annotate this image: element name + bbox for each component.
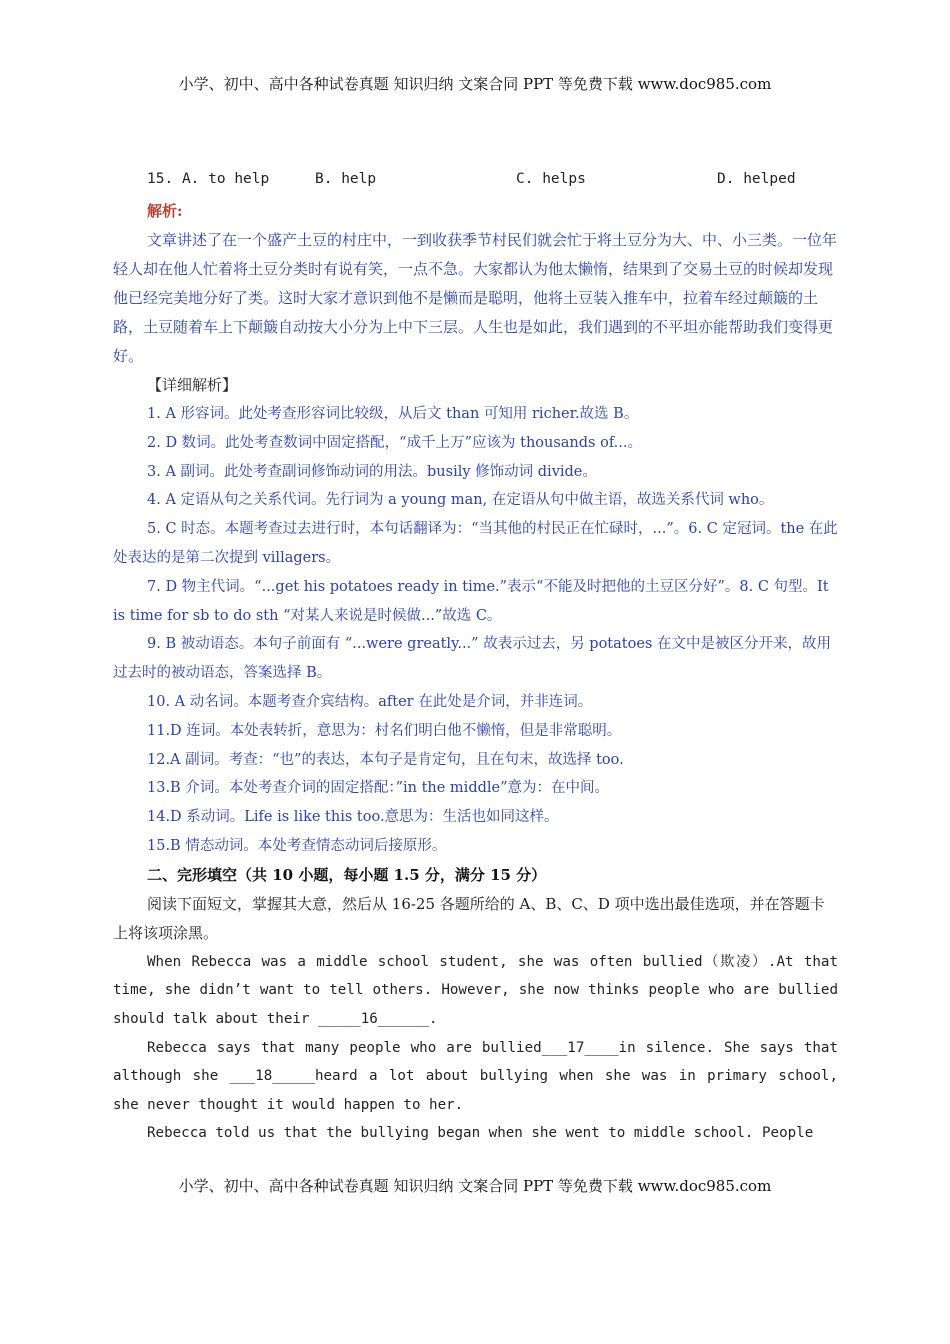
answer-item: 12.A 副词。考查：“也”的表达，本句子是肯定句，且在句末，故选择 too. (147, 751, 624, 768)
answer-item: 3. A 副词。此处考查副词修饰动词的用法。busily 修饰动词 divide。 (147, 463, 597, 480)
page-header: 小学、初中、高中各种试卷真题 知识归纳 文案合同 PPT 等免费下载 www.doc985.com (178, 75, 772, 93)
answer-item: 4. A 定语从句之关系代词。先行词为 a young man, 在定语从句中做主语，故选关系代词 who。 (147, 492, 774, 509)
detail-title: 【详细解析】 (147, 376, 238, 394)
answer-item: 7. D 物主代词。“...get his potatoes ready in time.”表示“不能及时把他的土豆区分好”。8. C 句型。It is time for sb to do sth “对某人来说是时候做...”故选 C。 (113, 578, 829, 624)
answer-list (113, 400, 838, 861)
question-15-options (113, 166, 838, 192)
answer-item: 11.D 连词。本处表转折，意思为：村名们明白他不懒惰，但是非常聪明。 (147, 722, 622, 739)
answer-item: 15.B 情态动词。本处考查情态动词后接原形。 (147, 837, 447, 854)
answer-item: 10. A 动名词。本题考查介宾结构。after 在此处是介词，并非连词。 (147, 693, 593, 710)
document-body (113, 166, 838, 1148)
question-15-number: 15. (147, 171, 174, 187)
analysis-title: 解析: (147, 202, 183, 220)
question-15-option-b: B. help (315, 171, 377, 187)
answer-item: 1. A 形容词。此处考查形容词比较级，从后文 than 可知用 richer.故选 B。 (147, 406, 639, 422)
section-2-instruction: 阅读下面短文，掌握其大意，然后从 16-25 各题所给的 A、B、C、D 项中选出最佳选项，并在答题卡上将该项涂黑。 (113, 894, 825, 942)
question-15-option-c: C. helps (516, 171, 586, 187)
answer-item: 2. D 数词。此处考查数词中固定搭配，“成千上万”应该为 thousands of...。 (147, 434, 643, 451)
analysis-paragraph: 文章讲述了在一个盛产土豆的村庄中，一到收获季节村民们就会忙于将土豆分为大、中、小三类。一位年轻人却在他人忙着将土豆分类时有说有笑，一点不急。大家都认为他太懒惰，结果到了交易土豆的时候却发现他已经完美地分好了类。这时大家才意识到他不是懒而是聪明，他将土豆装入推车中，拉着车经过颠簸的土路，土豆随着车上下颠簸自动按大小分为上中下三层。人生也是如此，我们遇到的不平坦亦能帮助我们变得更好。 (113, 231, 838, 365)
answer-item: 14.D 系动词。Life is like this too.意思为：生活也如同这样。 (147, 809, 559, 826)
question-15-option-a (113, 166, 315, 192)
question-15-option-d: D. helped (717, 171, 796, 187)
page-footer: 小学、初中、高中各种试卷真题 知识归纳 文案合同 PPT 等免费下载 www.doc985.com (178, 1177, 772, 1195)
answer-item: 5. C 时态。本题考查过去进行时，本句话翻译为：“当其他的村民正在忙碌时，...”。6. C 定冠词。the 在此处表达的是第二次提到 villagers。 (113, 521, 838, 566)
passage-paragraph: When Rebecca was a middle school student, she was often bullied（欺凌）.At that time, she didn’t want to tell others. However, she now thinks people who are bullied should talk about their _____16______. (113, 953, 838, 1027)
answer-item: 13.B 介词。本处考查介词的固定搭配：”in the middle”意为：在中间。 (147, 780, 610, 797)
option-a-text: A. to help (181, 171, 270, 187)
passage-paragraph: Rebecca says that many people who are bullied___17____in silence. She says that although she ___18_____heard a lot about bullying when she was in primary school, she never thought it would happen to her. (113, 1039, 838, 1113)
answer-item: 9. B 被动语态。本句子前面有 “...were greatly...” 故表示过去，另 potatoes 在文中是被区分开来，故用过去时的被动语态，答案选择 B。 (113, 636, 831, 682)
passage-paragraph: Rebecca told us that the bullying began when she went to middle school. People (147, 1125, 814, 1142)
section-2-title: 二、完形填空（共 10 小题，每小题 1.5 分，满分 15 分） (147, 865, 547, 884)
